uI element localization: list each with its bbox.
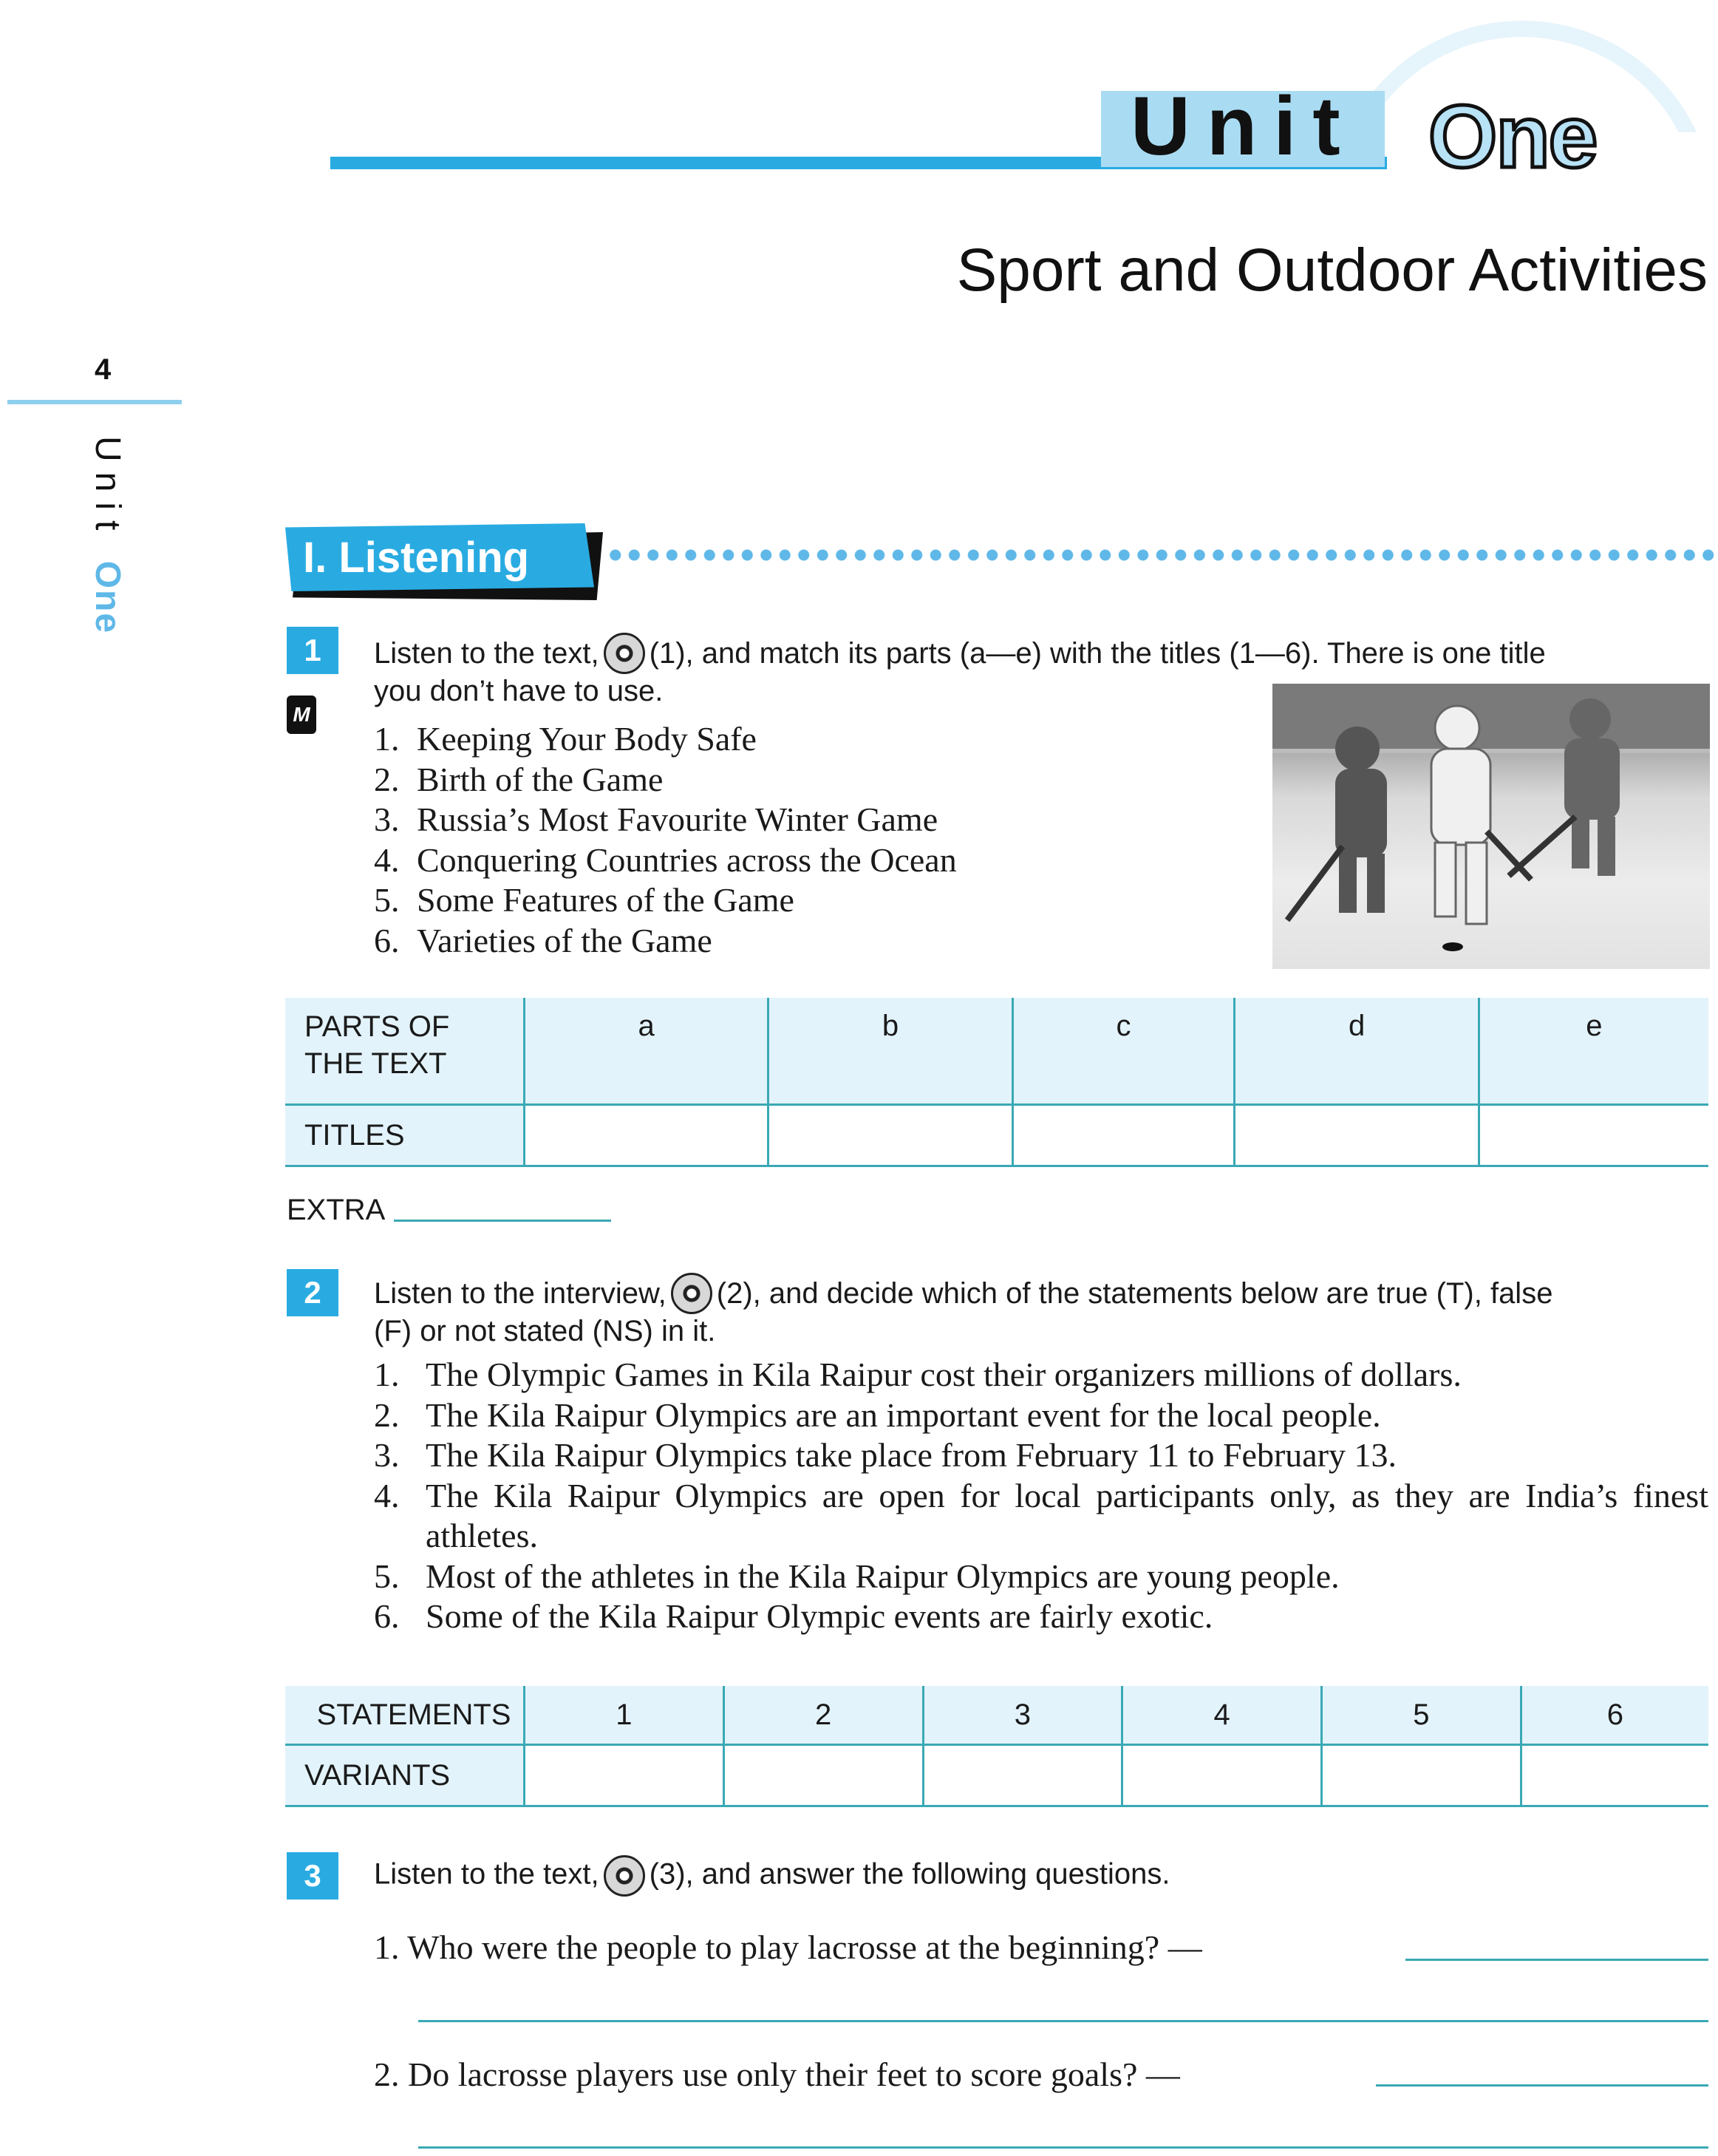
list-item: 2. The Kila Raipur Olympics are an important event for the local people.: [374, 1395, 1381, 1434]
extra-answer-line[interactable]: [394, 1220, 611, 1222]
page-title: Sport and Outdoor Activities: [956, 237, 1708, 304]
task-number-2: 2: [287, 1269, 338, 1316]
task1-instr-line2: you don’t have to use.: [374, 675, 664, 707]
column-header: c: [1012, 998, 1235, 1105]
task1-instr-a: Listen to the text,: [374, 637, 599, 670]
list-item: 5. Most of the athletes in the Kila Raipur Olympics are young people.: [374, 1557, 1340, 1595]
question-1: 1. Who were the people to play lacrosse at the beginning? —: [374, 1928, 1202, 1966]
dotted-divider: [606, 549, 1714, 561]
column-header: 3: [923, 1686, 1122, 1745]
row-label-statements: STATEMENTS: [285, 1686, 525, 1745]
column-header: 4: [1122, 1686, 1322, 1745]
task3-instruction: [374, 1855, 1711, 1897]
table-row: [285, 1105, 1708, 1166]
task2-answer-table: [285, 1686, 1708, 1807]
column-header: 1: [525, 1686, 724, 1745]
task2-instruction: [374, 1273, 1711, 1348]
task2-instr-line2: (F) or not stated (NS) in it.: [374, 1315, 716, 1347]
answer-cell[interactable]: [1479, 1105, 1708, 1166]
answer-cell[interactable]: [723, 1745, 923, 1806]
answer-cell[interactable]: [1322, 1745, 1521, 1806]
answer-cell[interactable]: [1012, 1105, 1235, 1166]
audio-cd-icon[interactable]: [604, 633, 645, 674]
audio-cd-icon[interactable]: [604, 1855, 645, 1897]
answer-cell[interactable]: [1235, 1105, 1479, 1166]
side-unit-number: One: [88, 560, 127, 635]
section-title: I. Listening: [303, 534, 530, 582]
list-item: 2. Birth of the Game: [374, 760, 664, 798]
list-item: 6. Some of the Kila Raipur Olympic events are fairly exotic.: [374, 1597, 1213, 1635]
titles-list: [374, 719, 957, 961]
list-item: 1. Keeping Your Body Safe: [374, 720, 757, 758]
table-row: [285, 998, 1708, 1105]
task3-instr-b: (3), and answer the following questions.: [649, 1857, 1170, 1891]
list-item: 4. Conquering Countries across the Ocean: [374, 840, 957, 879]
answer-cell[interactable]: [1521, 1745, 1708, 1806]
answer-cell[interactable]: [1122, 1745, 1322, 1806]
hockey-photo: [1272, 684, 1710, 969]
answer-cell[interactable]: [525, 1745, 724, 1806]
column-header: 5: [1322, 1686, 1521, 1745]
question-2: 2. Do lacrosse players use only their feet to score goals? —: [374, 2055, 1180, 2093]
answer-cell[interactable]: [525, 1105, 768, 1166]
statements-list: [374, 1355, 1708, 1637]
task-number-3: 3: [287, 1852, 338, 1900]
list-item: 5. Some Features of the Game: [374, 881, 794, 919]
row-label-variants: VARIANTS: [285, 1745, 525, 1806]
column-header: d: [1235, 998, 1479, 1105]
table-row: [285, 1745, 1708, 1806]
column-header: 6: [1521, 1686, 1708, 1745]
decorative-arc: [1330, 21, 1714, 405]
answer-line[interactable]: [418, 2020, 1708, 2022]
column-header: 2: [723, 1686, 923, 1745]
task3-instr-a: Listen to the text,: [374, 1857, 599, 1891]
hockey-players-illustration: [1272, 684, 1710, 969]
unit-number: One: [1428, 87, 1597, 186]
column-header: a: [525, 998, 768, 1105]
list-item: 3. The Kila Raipur Olympics take place from February 11 to February 13.: [374, 1436, 1397, 1474]
task2-instr-b: (2), and decide which of the statements below are true (T), false: [716, 1277, 1553, 1310]
extra-label: EXTRA: [287, 1194, 386, 1226]
page-number: 4: [95, 353, 112, 386]
side-unit-label: [87, 436, 128, 634]
task2-instr-a: Listen to the interview,: [374, 1277, 667, 1310]
list-item: 3. Russia’s Most Favourite Winter Game: [374, 800, 938, 838]
unit-word: Unit: [1131, 80, 1357, 172]
answer-line[interactable]: [1376, 2084, 1708, 2087]
multimedia-icon: M: [287, 696, 316, 734]
list-item: 1. The Olympic Games in Kila Raipur cost their organizers millions of dollars.: [374, 1356, 1462, 1393]
task1-instr-b: (1), and match its parts (a—e) with the titles (1—6). There is one title: [649, 637, 1546, 670]
list-item: 6. Varieties of the Game: [374, 921, 712, 959]
row-label-parts: PARTS OF THE TEXT: [285, 998, 525, 1105]
answer-line[interactable]: [418, 2146, 1708, 2149]
table-row: [285, 1686, 1708, 1745]
column-header: b: [768, 998, 1012, 1105]
answer-cell[interactable]: [923, 1745, 1122, 1806]
answer-cell[interactable]: [768, 1105, 1012, 1166]
list-item: 4. The Kila Raipur Olympics are open for local participants only, as they are India’s finest athletes.: [374, 1476, 1708, 1554]
task1-answer-table: [285, 998, 1708, 1167]
answer-line[interactable]: [1405, 1959, 1708, 1961]
side-rule: [7, 400, 182, 404]
audio-cd-icon[interactable]: [671, 1273, 712, 1314]
task-number-1: 1: [287, 627, 338, 674]
row-label-titles: TITLES: [285, 1105, 525, 1166]
side-unit-word: Unit: [88, 436, 127, 541]
column-header: e: [1479, 998, 1708, 1105]
